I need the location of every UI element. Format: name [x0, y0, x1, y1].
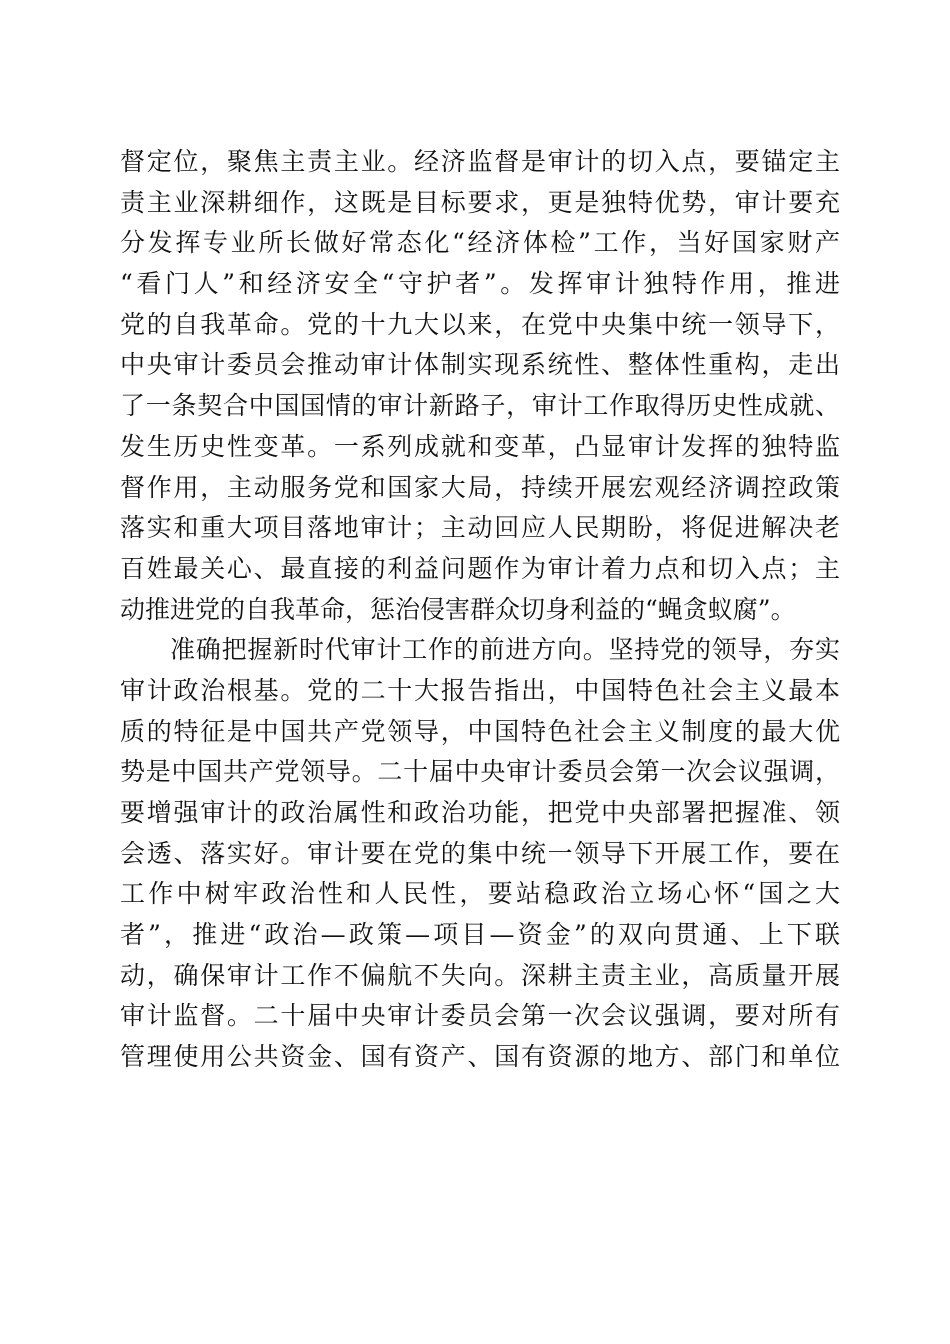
text-line: 审计政治根基。党的二十大报告指出，中国特色社会主义最本 — [120, 675, 840, 705]
text-line: 分发挥专业所长做好常态化“经济体检”工作，当好国家财产 — [120, 228, 840, 258]
text-line: 了一条契合中国国情的审计新路子，审计工作取得历史性成就、 — [120, 391, 840, 421]
text-line: 会透、落实好。审计要在党的集中统一领导下开展工作，要在 — [120, 838, 840, 868]
text-line: 质的特征是中国共产党领导，中国特色社会主义制度的最大优 — [120, 716, 840, 746]
paragraph-audit-direction — [120, 630, 840, 1078]
text-line: 发生历史性变革。一系列成就和变革，凸显审计发挥的独特监 — [120, 431, 840, 461]
text-line: 者”，推进“政治—政策—项目—资金”的双向贯通、上下联 — [120, 920, 840, 950]
text-line: 势是中国共产党领导。二十届中央审计委员会第一次会议强调， — [120, 757, 840, 787]
text-line: 党的自我革命。党的十九大以来，在党中央集中统一领导下， — [120, 309, 840, 339]
text-line: 审计监督。二十届中央审计委员会第一次会议强调，要对所有 — [120, 1001, 840, 1031]
text-line: 百姓最关心、最直接的利益问题作为审计着力点和切入点；主 — [120, 553, 840, 583]
text-line: 督定位，聚焦主责主业。经济监督是审计的切入点，要锚定主 — [120, 147, 840, 176]
text-line: 动推进党的自我革命，惩治侵害群众切身利益的“蝇贪蚁腐”。 — [120, 594, 796, 624]
text-line: 中央审计委员会推动审计体制实现系统性、整体性重构，走出 — [120, 350, 840, 380]
text-line: 要增强审计的政治属性和政治功能，把党中央部署把握准、领 — [120, 798, 840, 827]
paragraph-audit-role — [120, 142, 840, 630]
text-line: “看门人”和经济安全“守护者”。发挥审计独特作用，推进 — [120, 269, 840, 299]
text-line: 动，确保审计工作不偏航不失向。深耕主责主业，高质量开展 — [120, 960, 840, 990]
text-line: 督作用，主动服务党和国家大局，持续开展宏观经济调控政策 — [120, 472, 840, 502]
text-line: 管理使用公共资金、国有资产、国有资源的地方、部门和单位 — [120, 1042, 840, 1072]
text-line-indented: 准确把握新时代审计工作的前进方向。坚持党的领导，夯实 — [170, 635, 840, 665]
text-line: 落实和重大项目落地审计；主动回应人民期盼，将促进解决老 — [120, 513, 840, 543]
text-line: 责主业深耕细作，这既是目标要求，更是独特优势，审计要充 — [120, 187, 840, 217]
text-line: 工作中树牢政治性和人民性，要站稳政治立场心怀“国之大 — [120, 879, 840, 909]
document-body — [120, 142, 840, 1078]
